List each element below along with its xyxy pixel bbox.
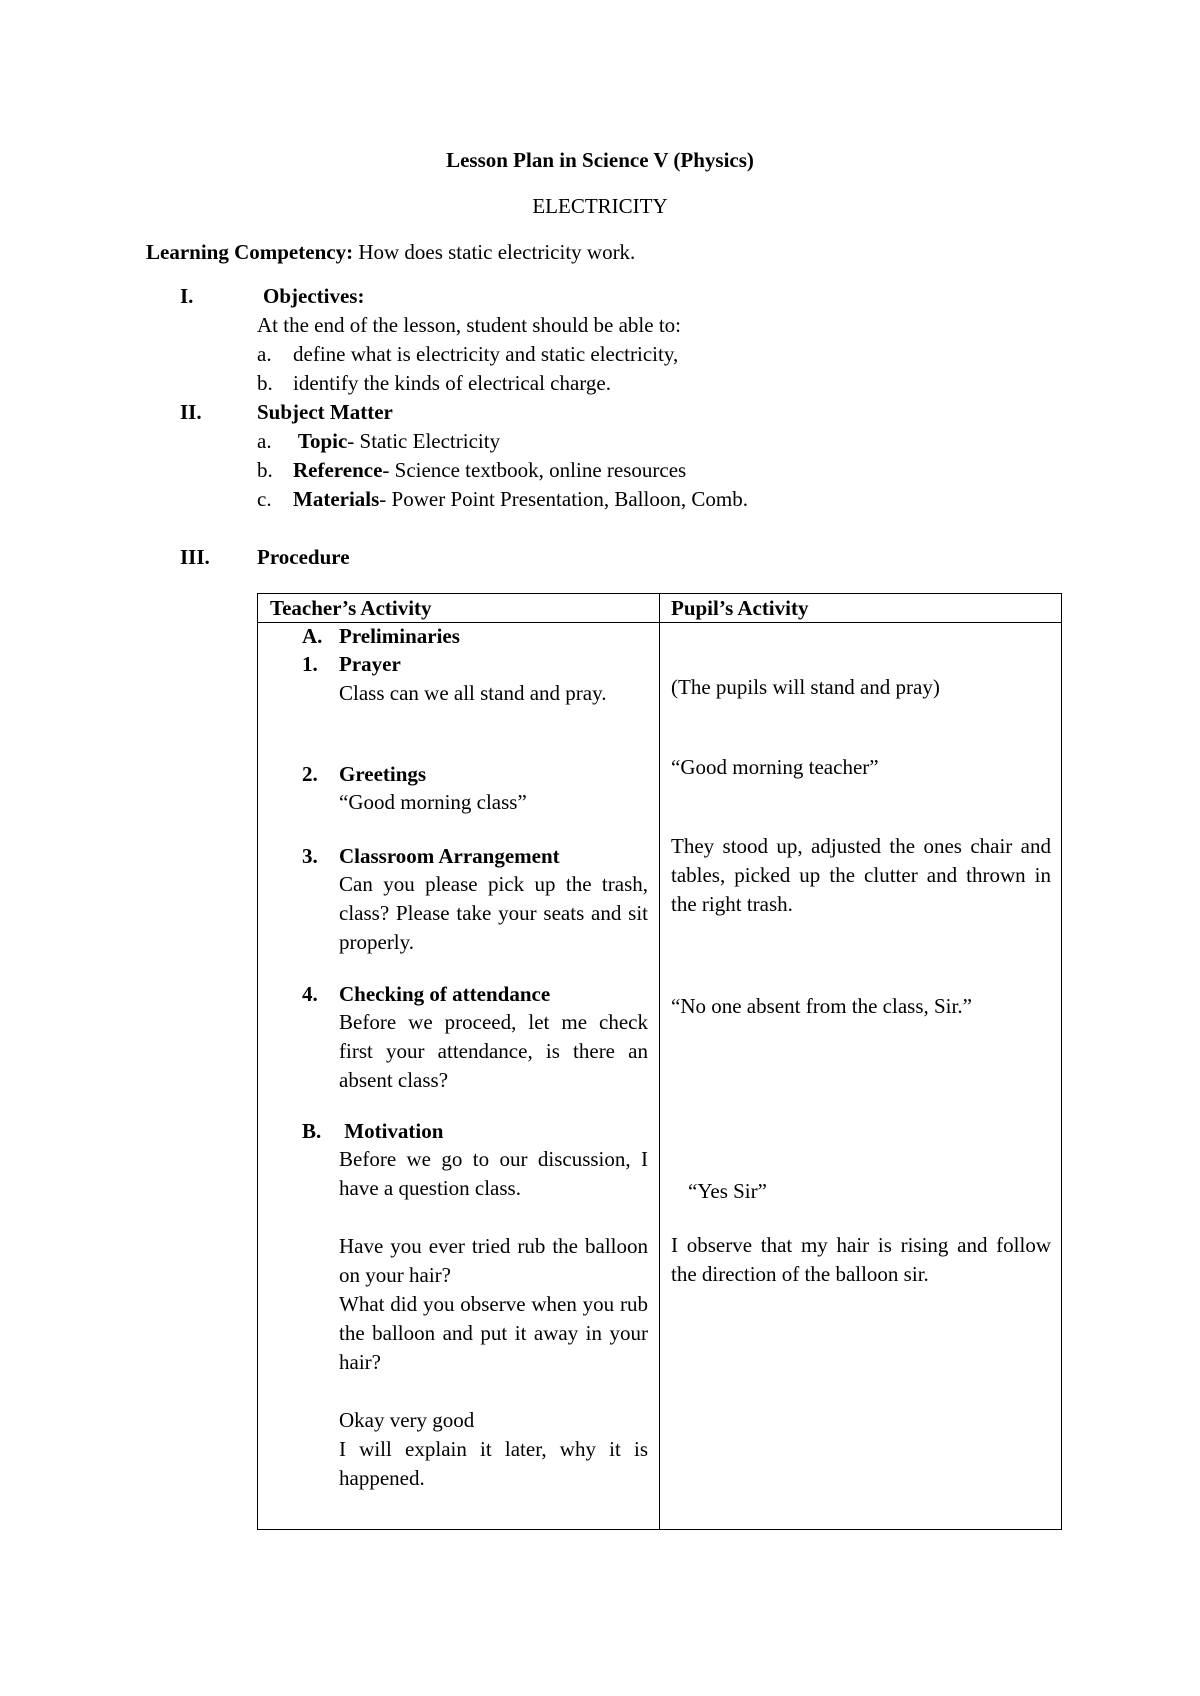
step-heading: 4. Checking of attendance [302, 982, 551, 1006]
part-a-heading: A. Preliminaries [302, 624, 460, 648]
motivation-pupil-yes: “Yes Sir” [688, 1179, 767, 1203]
step-teacher-text: Class can we all stand and pray. [339, 681, 607, 705]
step-pupil-text: They stood up, adjusted the ones chair and tables, picked up the clutter and thrown in the right trash. [671, 834, 1051, 916]
subject-matter-item: b. Reference- Science textbook, online resources [257, 458, 687, 482]
step-teacher-text: Before we proceed, let me check first your attendance, is there an absent class? [339, 1010, 648, 1092]
teacher-activity-header: Teacher’s Activity [270, 596, 432, 620]
objective-item: a. define what is electricity and static electricity, [257, 342, 679, 366]
objectives-numeral: I. [180, 284, 194, 308]
step-pupil-text: (The pupils will stand and pray) [671, 675, 940, 699]
competency-label: Learning Competency: [146, 240, 354, 264]
objectives-intro: At the end of the lesson, student should be able to: [257, 313, 682, 337]
procedure-numeral: III. [180, 545, 210, 569]
procedure-heading: Procedure [257, 545, 350, 569]
objective-item: b. identify the kinds of electrical charge. [257, 371, 611, 395]
motivation-pupil-observe: I observe that my hair is rising and follow the direction of the balloon sir. [671, 1233, 1051, 1286]
motivation-teacher-text: Before we go to our discussion, I have a question class. Have you ever tried rub the balloon on your hair? What did you observe when you rub the balloon and put it away in your hair? Okay very good I will explain it later, why it is happened. [339, 1147, 648, 1490]
step-teacher-text: Can you please pick up the trash, class? Please take your seats and sit properly. [339, 872, 648, 954]
subject-matter-item: c. Materials- Power Point Presentation, Balloon, Comb. [257, 487, 748, 511]
document-title: Lesson Plan in Science V (Physics) [446, 148, 754, 172]
step-heading: 1. Prayer [302, 652, 401, 676]
learning-competency [146, 238, 635, 267]
competency-text: How does static electricity work. [353, 240, 636, 264]
document-subtitle: ELECTRICITY [532, 194, 668, 218]
part-b-heading: B. Motivation [302, 1119, 444, 1143]
pupil-activity-header: Pupil’s Activity [671, 596, 809, 620]
step-pupil-text: “No one absent from the class, Sir.” [671, 994, 972, 1018]
step-heading: 2. Greetings [302, 762, 427, 786]
subject-matter-heading: Subject Matter [257, 400, 393, 424]
subject-matter-numeral: II. [180, 400, 202, 424]
step-heading: 3. Classroom Arrangement [302, 844, 560, 868]
step-pupil-text: “Good morning teacher” [671, 755, 879, 779]
column-divider [659, 594, 660, 1529]
objectives-heading: Objectives: [263, 284, 365, 308]
step-teacher-text: “Good morning class” [339, 790, 527, 814]
procedure-table [257, 593, 1062, 1530]
subject-matter-item: a. Topic- Static Electricity [257, 429, 501, 453]
